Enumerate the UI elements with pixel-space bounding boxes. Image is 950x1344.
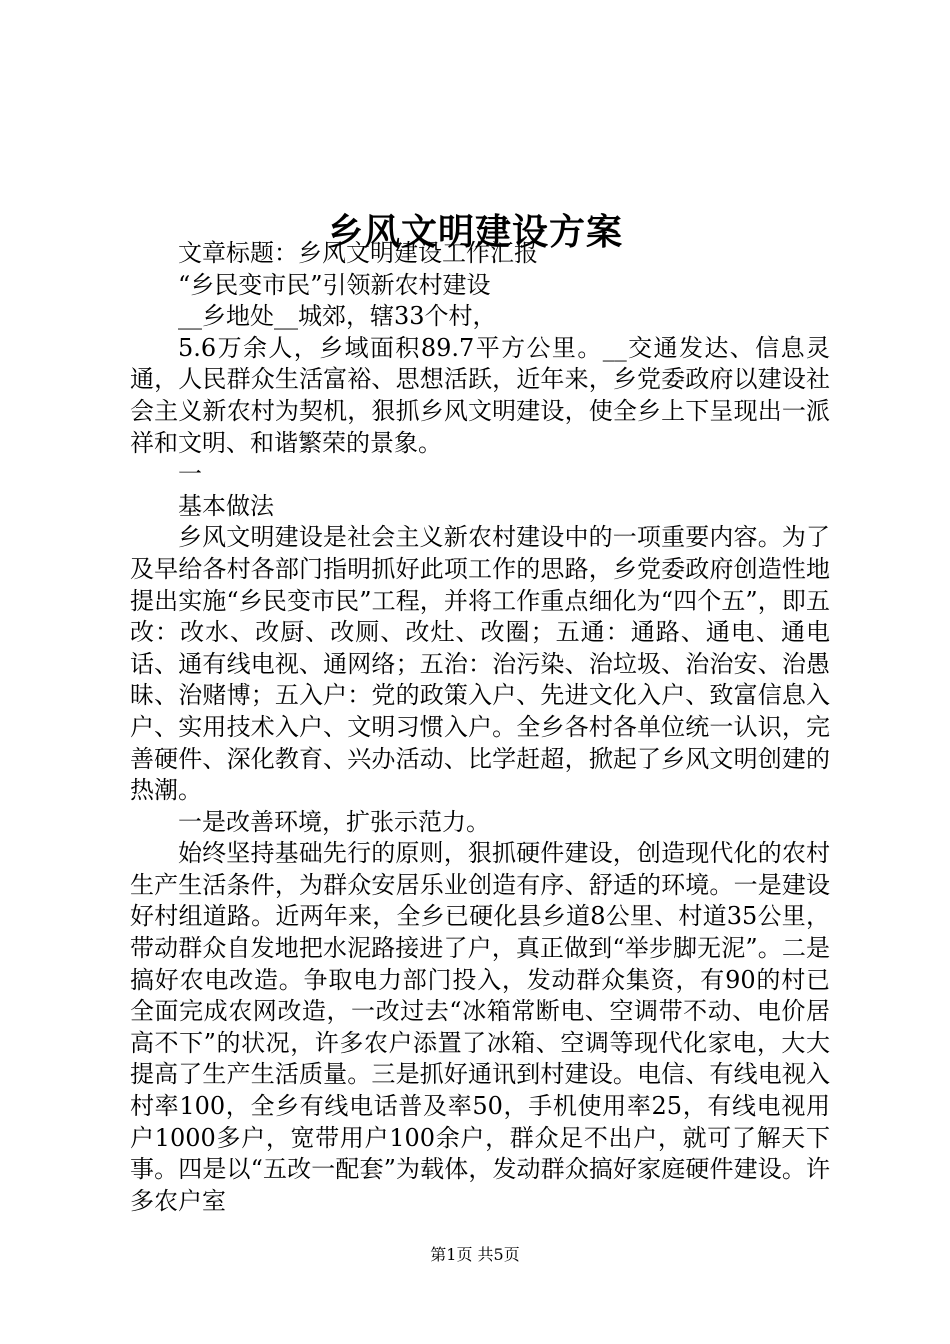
paragraph-overview: 5.6万余人，乡域面积89.7平方公里。__交通发达、信息灵通，人民群众生活富裕、思想活跃，近年来，乡党委政府以建设社会主义新农村为契机，狠抓乡风文明建设，使全乡上下呈现出一派祥和文明、和谐繁荣的景象。 bbox=[130, 333, 830, 457]
paragraph-article-title: 文章标题：乡风文明建设工作汇报 bbox=[178, 239, 538, 267]
page-number-footer: 第1页 共5页 bbox=[430, 1245, 520, 1264]
subheading-environment: 一是改善环境，扩张示范力。 bbox=[178, 807, 490, 836]
paragraph-subtitle: “乡民变市民”引领新农村建设 bbox=[178, 270, 491, 299]
paragraph-basic-approach: 乡风文明建设是社会主义新农村建设中的一项重要内容。为了及早给各村各部门指明抓好此项工作的思路，乡党委政府创造性地提出实施“乡民变市民”工程，并将工作重点细化为“四个五”，即五改：改水、改厨、改厕、改灶、改圈；五通：通路、通电、通电话、通有线电视、通网络；五治：治污染、治垃圾、治治安、治愚昧、治赌博；五入户：党的政策入户、先进文化入户、致富信息入户、实用技术入户、文明习惯入户。全乡各村各单位统一认识，完善硬件、深化教育、兴办活动、比学赶超，掀起了乡风文明创建的热潮。 bbox=[130, 523, 830, 805]
paragraph-infrastructure: 始终坚持基础先行的原则，狠抓硬件建设，创造现代化的农村生产生活条件，为群众安居乐业创造有序、舒适的环境。一是建设好村组道路。近两年来，全乡已硬化县乡道8公里、村道35公里，带动群众自发地把水泥路接进了户，真正做到“举步脚无泥”。二是搞好农电改造。争取电力部门投入，发动群众集资，有90的村已全面完成农网改造，一改过去“冰箱常断电、空调带不动、电价居高不下”的状况，许多农户添置了冰箱、空调等现代化家电，大大提高了生产生活质量。三是抓好通讯到村建设。电信、有线电视入村率100，全乡有线电话普及率50，手机使用率25，有线电视用户1000多户，宽带用户100余户，群众足不出户，就可了解天下事。四是以“五改一配套”为载体，发动群众搞好家庭硬件建设。许多农户室 bbox=[130, 839, 830, 1215]
document-title: 乡风文明建设方案 bbox=[326, 211, 623, 254]
document-body bbox=[130, 238, 830, 1217]
paragraph-location: __乡地处__城郊，辖33个村， bbox=[178, 302, 497, 331]
section-number: 一 bbox=[178, 460, 202, 489]
section-heading: 基本做法 bbox=[178, 491, 274, 520]
